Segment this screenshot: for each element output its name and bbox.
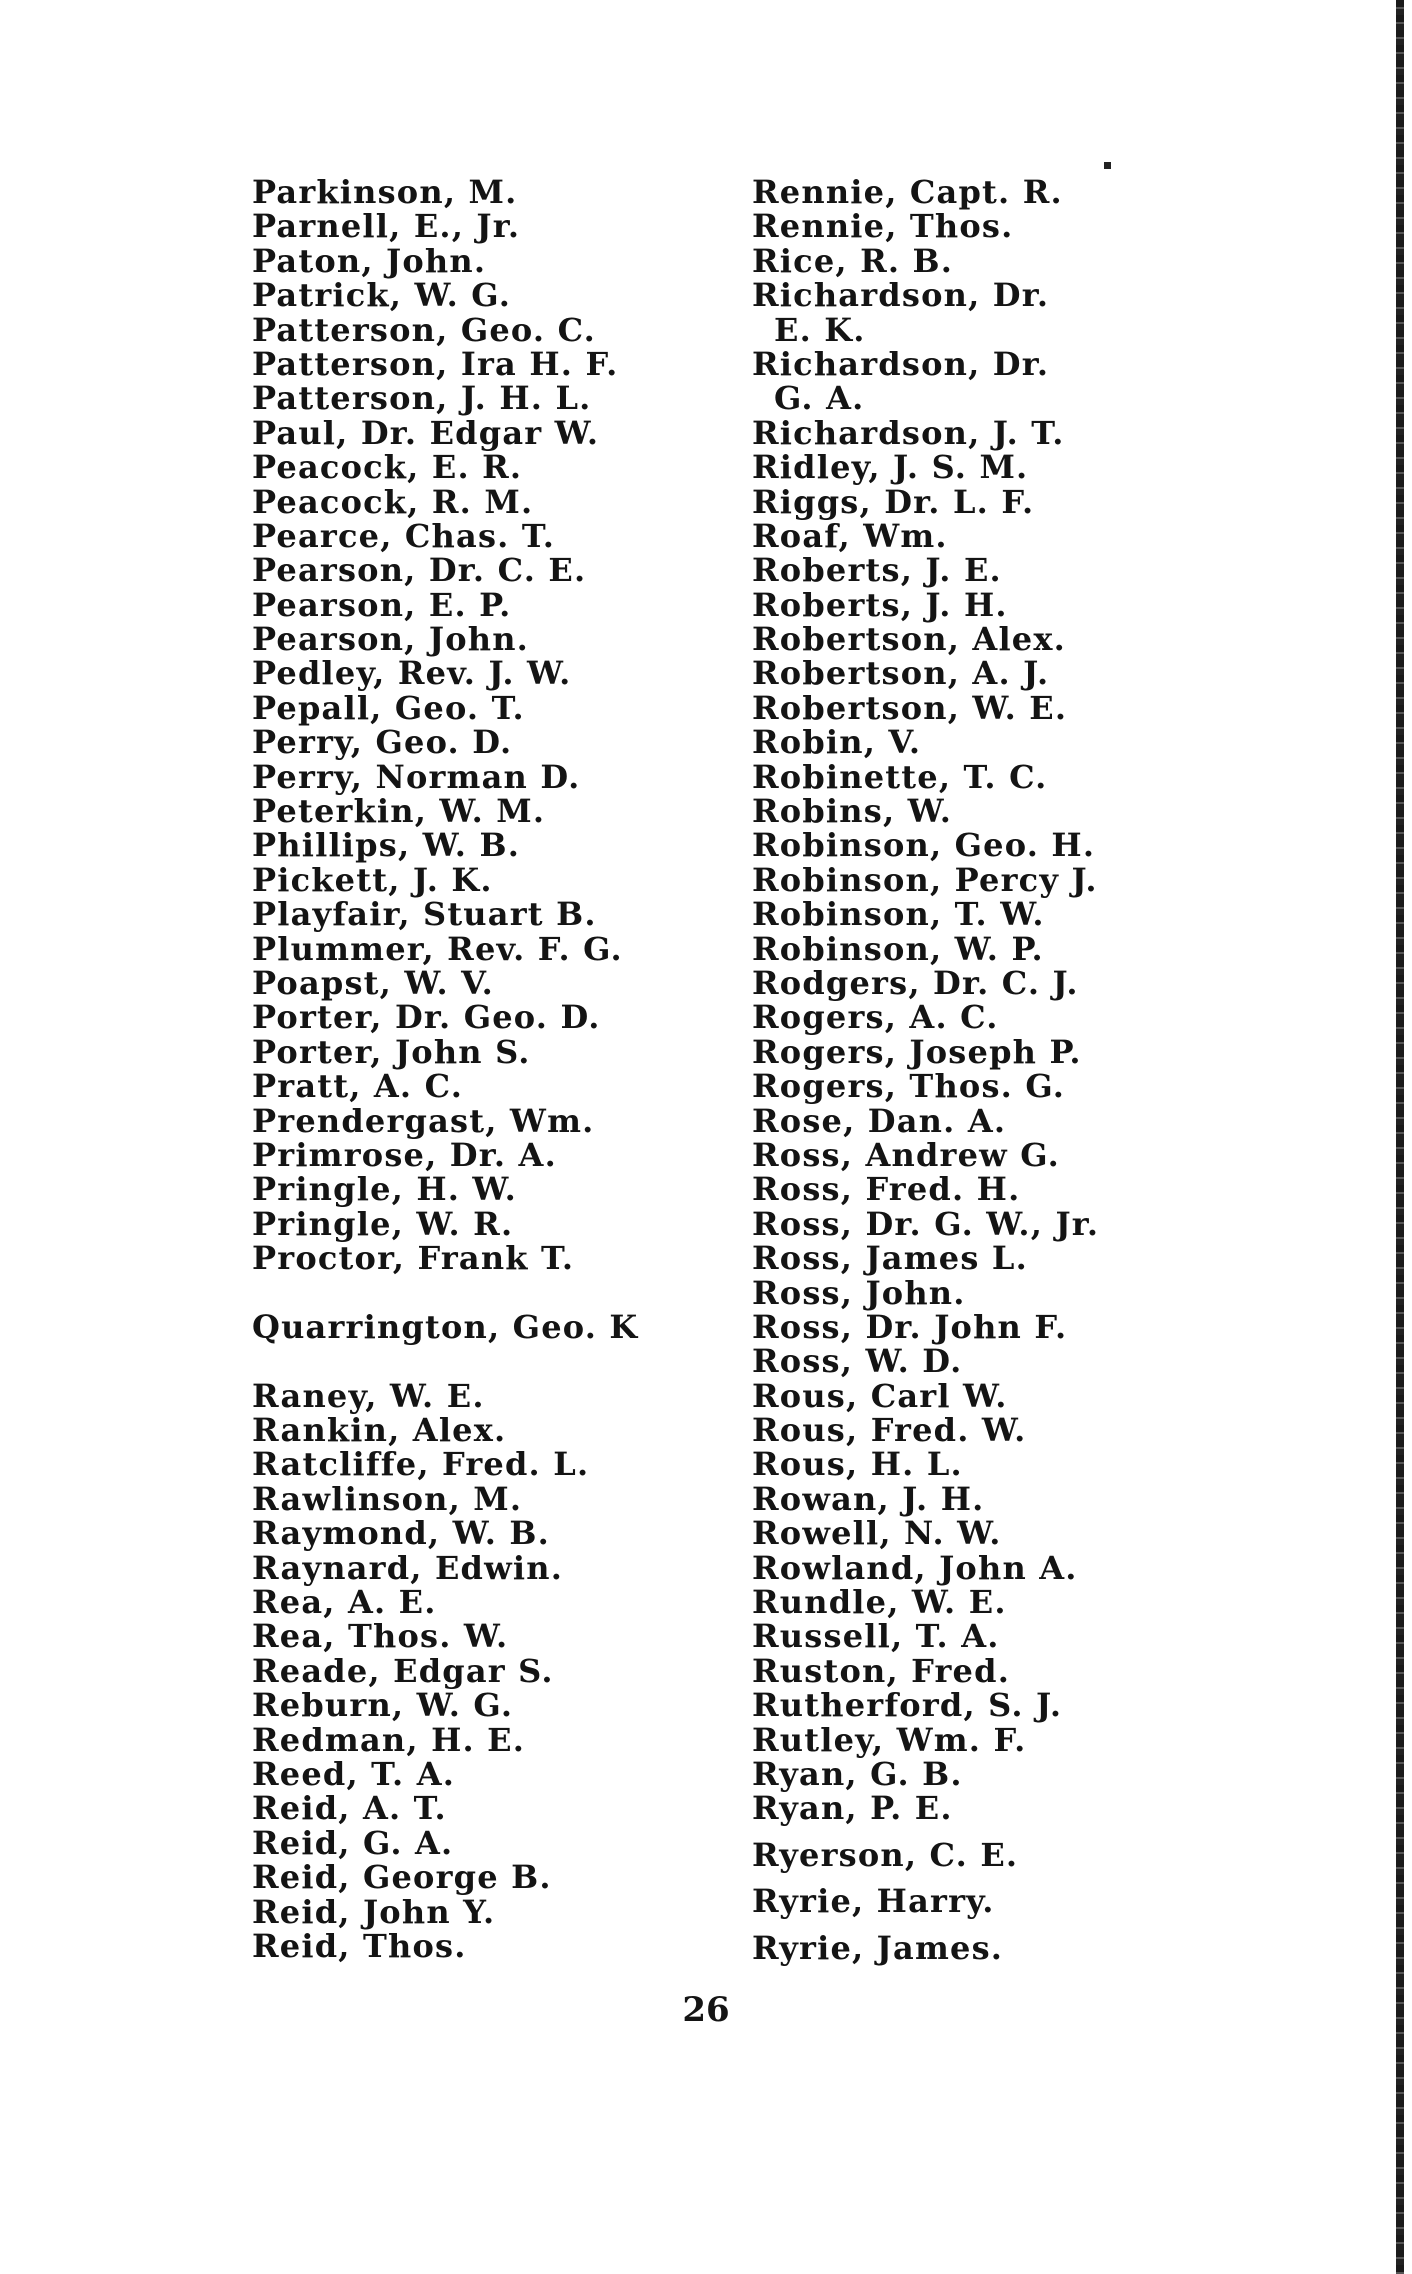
name-entry: Robinson, W. P. — [752, 929, 1044, 968]
name-entry: Reid, Thos. — [252, 1926, 467, 1965]
name-entry: Rous, H. L. — [752, 1445, 963, 1484]
name-entry: Redman, H. E. — [252, 1720, 526, 1759]
ink-speck — [1104, 162, 1111, 169]
name-entry: Robinson, Percy J. — [752, 860, 1098, 899]
name-entry: Patterson, Ira H. F. — [252, 344, 619, 383]
name-entry: Patterson, J. H. L. — [252, 379, 592, 418]
name-entry-continuation: E. K. — [774, 310, 866, 349]
name-entry: Rutherford, S. J. — [752, 1686, 1063, 1725]
name-entry: Rowan, J. H. — [752, 1479, 985, 1518]
name-entry: Pringle, H. W. — [252, 1170, 517, 1209]
name-entry: Robin, V. — [752, 723, 922, 762]
name-entry: Primrose, Dr. A. — [252, 1135, 557, 1174]
spacer — [252, 1344, 722, 1378]
name-entry: Ridley, J. S. M. — [752, 448, 1029, 487]
name-entry: Richardson, Dr. — [752, 276, 1050, 315]
name-entry: Reid, G. A. — [252, 1823, 454, 1862]
name-entry: Ryan, G. B. — [752, 1754, 963, 1793]
name-entry: Prendergast, Wm. — [252, 1101, 595, 1140]
name-entry: Proctor, Frank T. — [252, 1239, 575, 1278]
name-entry: Robertson, W. E. — [752, 688, 1068, 727]
page-edge-shadow — [1396, 0, 1404, 2274]
name-entry: Pratt, A. C. — [252, 1067, 464, 1106]
name-entry: Perry, Norman D. — [252, 757, 581, 796]
name-entry: Ross, Andrew G. — [752, 1135, 1060, 1174]
name-entry: Reade, Edgar S. — [252, 1651, 554, 1690]
name-entry: Pringle, W. R. — [252, 1204, 514, 1243]
name-entry: Riggs, Dr. L. F. — [752, 482, 1035, 521]
name-entry: Pickett, J. K. — [252, 860, 493, 899]
name-entry: Peacock, R. M. — [252, 482, 534, 521]
name-entry: Robinson, Geo. H. — [752, 826, 1096, 865]
name-entry: Reed, T. A. — [252, 1754, 456, 1793]
name-entry: Reid, George B. — [252, 1858, 552, 1897]
name-entry: Playfair, Stuart B. — [252, 895, 597, 934]
name-entry: Porter, John S. — [252, 1032, 531, 1071]
name-entry: Ryan, P. E. — [752, 1789, 953, 1828]
name-entry: Ross, Dr. John F. — [752, 1307, 1068, 1346]
page-number: 26 — [682, 1990, 730, 2030]
name-entry: Pearson, E. P. — [252, 585, 512, 624]
name-entry: Patterson, Geo. C. — [252, 310, 597, 349]
name-entry: Rose, Dan. A. — [752, 1101, 1007, 1140]
name-entry: Perry, Geo. D. — [252, 723, 513, 762]
name-entry: Pearson, Dr. C. E. — [252, 551, 587, 590]
spacer — [252, 1276, 722, 1310]
name-entry: Pearce, Chas. T. — [252, 516, 556, 555]
name-entry: Rankin, Alex. — [252, 1411, 507, 1450]
name-entry: Ryrie, James. — [752, 1928, 1004, 1967]
name-entry: Ross, James L. — [752, 1239, 1028, 1278]
name-entry: Porter, Dr. Geo. D. — [252, 998, 601, 1037]
name-entry: Paul, Dr. Edgar W. — [252, 413, 600, 452]
name-entry: Rawlinson, M. — [252, 1479, 523, 1518]
name-entry: Rous, Carl W. — [752, 1376, 1008, 1415]
name-entry: Rowell, N. W. — [752, 1514, 1002, 1553]
name-entry: Parkinson, M. — [252, 173, 518, 211]
name-entry: Ross, W. D. — [752, 1342, 963, 1381]
name-entry: Pepall, Geo. T. — [252, 688, 525, 727]
name-entry: Roaf, Wm. — [752, 516, 948, 555]
name-entry: Plummer, Rev. F. G. — [252, 929, 623, 968]
name-entry: Patrick, W. G. — [252, 276, 512, 315]
name-entry: Peterkin, W. M. — [252, 792, 546, 831]
name-entry: Richardson, J. T. — [752, 413, 1065, 452]
name-entry: Peacock, E. R. — [252, 448, 523, 487]
name-entry: Rice, R. B. — [752, 241, 954, 280]
name-entry: Rowland, John A. — [752, 1548, 1078, 1587]
left-name-column — [252, 175, 722, 1963]
name-entry: Pearson, John. — [252, 620, 530, 659]
name-entry: Rennie, Thos. — [752, 207, 1014, 246]
name-entry: Reid, John Y. — [252, 1892, 496, 1931]
name-entry: Ryerson, C. E. — [752, 1835, 1019, 1874]
name-entry-continuation: G. A. — [774, 379, 865, 418]
name-entry: Russell, T. A. — [752, 1617, 1000, 1656]
name-entry: Ross, Dr. G. W., Jr. — [752, 1204, 1100, 1243]
name-entry: Phillips, W. B. — [252, 826, 521, 865]
name-entry: Reburn, W. G. — [252, 1686, 514, 1725]
name-entry: Robinson, T. W. — [752, 895, 1045, 934]
name-entry: Raynard, Edwin. — [252, 1548, 564, 1587]
name-entry: Ryrie, Harry. — [752, 1882, 995, 1921]
name-entry: Rundle, W. E. — [752, 1583, 1007, 1622]
name-entry: Quarrington, Geo. K — [252, 1307, 639, 1346]
name-entry: Ross, John. — [752, 1273, 966, 1312]
name-entry: Robins, W. — [752, 792, 953, 831]
name-entry: Rous, Fred. W. — [752, 1411, 1027, 1450]
name-entry: Roberts, J. E. — [752, 551, 1002, 590]
name-entry: Rogers, A. C. — [752, 998, 999, 1037]
name-entry: Rea, Thos. W. — [252, 1617, 509, 1656]
name-entry: Robertson, A. J. — [752, 654, 1050, 693]
name-entry: Poapst, W. V. — [252, 963, 494, 1002]
name-entry: Rennie, Capt. R. — [752, 173, 1063, 211]
right-name-column — [752, 175, 1222, 1965]
name-entry: Paton, John. — [252, 241, 487, 280]
name-entry: Ross, Fred. H. — [752, 1170, 1021, 1209]
name-entry: Rea, A. E. — [252, 1583, 437, 1622]
name-entry: Reid, A. T. — [252, 1789, 447, 1828]
name-entry: Raney, W. E. — [252, 1376, 485, 1415]
name-entry: Pedley, Rev. J. W. — [252, 654, 572, 693]
name-entry: Rogers, Thos. G. — [752, 1067, 1066, 1106]
name-entry: Robinette, T. C. — [752, 757, 1048, 796]
name-entry: Richardson, Dr. — [752, 344, 1050, 383]
name-entry: Robertson, Alex. — [752, 620, 1066, 659]
name-entry: Parnell, E., Jr. — [252, 207, 521, 246]
name-entry: Rutley, Wm. F. — [752, 1720, 1027, 1759]
name-entry: Raymond, W. B. — [252, 1514, 551, 1553]
name-entry: Ratcliffe, Fred. L. — [252, 1445, 590, 1484]
name-entry: Rogers, Joseph P. — [752, 1032, 1082, 1071]
name-entry: Rodgers, Dr. C. J. — [752, 963, 1079, 1002]
name-entry: Roberts, J. H. — [752, 585, 1008, 624]
name-entry: Ruston, Fred. — [752, 1651, 1011, 1690]
